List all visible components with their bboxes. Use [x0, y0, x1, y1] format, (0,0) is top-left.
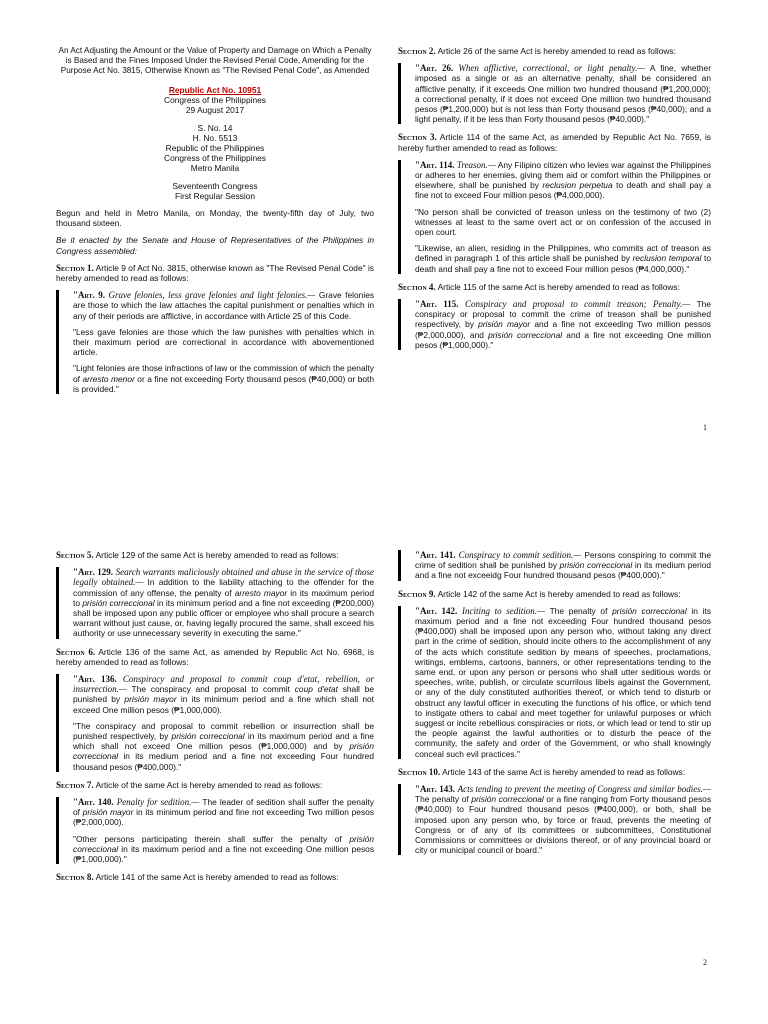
article-114-p3-italic: reclusion temporal — [632, 253, 702, 264]
article-140-p2-italic: prisión correccional — [73, 833, 374, 854]
article-115-title: Conspiracy and proposal to commit treason; Penalty.— — [464, 299, 691, 310]
section-3 — [398, 132, 711, 152]
ra-number[interactable]: Republic Act No. 10951 — [168, 85, 262, 95]
act-date: 29 August 2017 — [185, 105, 245, 116]
article-114-block — [398, 160, 711, 274]
section-7-label: Section 7. — [56, 779, 94, 790]
section-7-text: Article of the same Act is hereby amended to read as follows: — [95, 779, 323, 790]
section-5-text: Article 129 of the same Act is hereby amended to read as follows: — [95, 550, 339, 560]
article-136-block — [56, 674, 374, 772]
article-136-p2 — [73, 721, 374, 772]
article-129-italic-1: arresto mayor — [234, 587, 288, 598]
congress-line: Congress of the Philippines — [164, 95, 266, 106]
article-115-text: The conspiracy or proposal to commit the crime of treason shall be punished respectively, by — [415, 299, 711, 330]
article-136-p1 — [73, 674, 374, 715]
article-129-title: Search warrants maliciously obtained and abuse in the service of those legally obtained.— — [73, 567, 375, 588]
section-8-label: Section 8. — [56, 872, 94, 883]
section-10-label: Section 10. — [398, 766, 441, 777]
article-140-end: in its minimum period and fine not exceeding Two million pesos (₱2,000,000). — [73, 807, 374, 828]
article-136-title: Conspiracy and proposal to commit coup d'etat, rebellion, or insurrection.— — [73, 674, 375, 695]
session-line: First Regular Session — [174, 190, 256, 201]
article-142-p1 — [415, 606, 711, 759]
article-114-text: Any Filipino citizen who levies war against the Philippines or adheres to her enemies, giving them aid or comfort within the Philippines or elsewhere, shall be punished by — [415, 159, 712, 191]
article-115-mid: and a fine not exceeding Two million pessos (₱2,000,000), and — [415, 319, 711, 340]
section-4-text: Article 115 of the same Act is hereby amended to read as follows: — [437, 281, 680, 292]
congress-line-2: Congress of the Philippines — [164, 153, 266, 164]
section-3-text: Article 114 of the same Act, as amended by Republic Act No. 7659, is hereby further amended to read as follows: — [398, 132, 711, 153]
section-2-text: Article 26 of the same Act is hereby amended to read as follows: — [437, 46, 676, 56]
article-141-title: Conspiracy to commit sedition.— — [458, 550, 582, 560]
article-140-p2-end: in its maximum period and a fine not exceeding One million pesos (₱1,000,000)." — [73, 843, 375, 865]
article-129-label: "Art. 129. — [73, 567, 114, 578]
article-140-label: "Art. 140. — [73, 797, 114, 808]
article-142-label: "Art. 142. — [415, 605, 458, 616]
republic-line: Republic of the Philippines — [165, 143, 265, 154]
article-141-text: Persons conspiring to commit the crime of sedition shall be punished by — [415, 550, 712, 571]
begun-paragraph: Begun and held in Metro Manila, on Monday, the twenty-fifth day of July, two thousand sixteen. — [56, 208, 374, 229]
article-141-end: in its medium period and a fine not exceeidg Four hundred thousand pesos (₱400,000)." — [415, 560, 712, 581]
article-142-block — [398, 606, 711, 759]
article-115-italic-1: prisión mayor — [478, 319, 531, 330]
article-129-text: In addition to the liability attaching to the offender for the commission of any offense, the penalty of — [73, 577, 374, 598]
section-9-label: Section 9. — [398, 588, 436, 599]
article-129-italic-2: prisión correccional — [82, 597, 155, 608]
section-10-text: Article 143 of the same Act is hereby amended to read as follows: — [442, 766, 686, 777]
article-114-p3-end: to death and shall pay a fine not to exceed Four million pesos (₱4,000,000)." — [415, 253, 711, 274]
act-title: An Act Adjusting the Amount or the Value of Property and Damage on Which a Penalty is Based and the Fines Imposed Under the Revised Penal Code, Amending for the Purpose Act No. 3815, Otherwise Known as "The Revised Penal Code", as Amended — [58, 46, 372, 75]
act-header — [56, 85, 374, 201]
section-6-text: Article 136 of the same Act, as amended by Republic Act No. 6968, is hereby amended to read as follows: — [56, 646, 374, 667]
page-1-right-column — [398, 46, 711, 358]
article-142-italic: prisión correccional — [612, 605, 687, 616]
section-8-text: Article 141 of the same Act is hereby amended to read as follows: — [95, 872, 339, 883]
article-129-block — [56, 567, 374, 638]
article-9-p3-end: or a fine not exceeding Forty thousand pesos (₱40,000) or both is provided." — [73, 373, 375, 394]
section-1-label: Section 1. — [56, 262, 94, 273]
article-114-italic: reclusion perpetua — [542, 180, 613, 191]
article-143-title: Acts tending to prevent the meeting of Congress and similar bodies.— — [457, 784, 711, 795]
article-136-mid: shall be punished by — [73, 684, 375, 705]
article-140-p2-text: "Other persons participating therein shall suffer the penalty of — [73, 833, 342, 844]
article-142-text: The penalty of — [549, 605, 608, 616]
article-9-block — [56, 290, 374, 394]
section-8 — [56, 872, 374, 882]
article-115-end: and a fire not exceeding One million pesos (₱1,000,000)." — [415, 329, 711, 350]
article-140-p2 — [73, 834, 374, 865]
section-4-label: Section 4. — [398, 281, 436, 292]
section-4 — [398, 282, 711, 292]
article-9-p2: "Less gave felonies are those which the law punishes with penalties which in their maximum period are correctional in accordance with abovementioned article. — [73, 326, 374, 358]
page-2-left-column — [56, 550, 374, 889]
article-136-end: in its minimum period and a fine which shall not exceed One million pesos (₱1,000,000). — [73, 694, 374, 715]
article-114-title: Treason.— — [456, 159, 496, 170]
enacting-clause: Be it enacted by the Senate and House of Representatives of the Philippines in Congress assembled: — [56, 235, 374, 256]
article-143-end: or a fine ranging from Forty thousand pesos (₱40,000) to Four hundred thousand pesos (₱400,000), or both, shall be imposed upon any person who, by force or fraud, prevents the meeting of Congress or of any of its committees or subcommittees, Constitutional Commissions or committees or divisions thereof, or of any provincial board or city or municipal council or board." — [415, 794, 712, 856]
article-136-p2-italic-1: prisión correccional — [171, 731, 245, 742]
article-140-title: Penalty for sedition.— — [116, 797, 200, 808]
article-143-label: "Art. 143. — [415, 784, 456, 795]
article-129-p1 — [73, 567, 374, 638]
article-142-title: Inciting to sedition.— — [461, 605, 545, 616]
article-114-p3 — [415, 243, 711, 274]
article-115-block — [398, 299, 711, 350]
article-115-label: "Art. 115. — [415, 299, 459, 310]
section-6-label: Section 6. — [56, 646, 96, 657]
article-114-end: to death and shall pay a fine not to exceed Four million pesos (₱4,000,000). — [415, 180, 712, 201]
article-26-label: "Art. 26. — [415, 63, 454, 74]
article-141-block — [398, 550, 711, 581]
article-140-block — [56, 797, 374, 864]
article-129-end: in its minimum period and a fine not exceeding (₱200,000) shall be imposed upon any public officer or employee who shall procure a search warrant without just cause, or, having legally procured the same, shall exceed his authority or use unnecessary severity in executing the same." — [73, 597, 375, 639]
article-9-text: Grave felonies are those to which the law attaches the capital punishment or penalties which in any of their periods are afflictive, in accordance with Article 25 of this Code. — [73, 290, 375, 321]
section-1 — [56, 263, 374, 283]
section-5-label: Section 5. — [56, 550, 94, 560]
article-115-p1 — [415, 299, 711, 350]
article-136-label: "Art. 136. — [73, 674, 117, 685]
article-136-text: The conspiracy and proposal to commit — [131, 684, 290, 695]
article-26-p1 — [415, 63, 711, 124]
article-9-title: Grave felonies, less grave felonies and light felonies.— — [108, 290, 316, 301]
article-114-p1 — [415, 160, 711, 201]
section-5 — [56, 550, 374, 560]
article-136-p2-italic-2: prisión correccional — [73, 741, 374, 762]
section-1-text: Article 9 of Act No. 3815, otherwise known as "The Revised Penal Code" is hereby amended to read as follows: — [56, 262, 374, 284]
article-140-italic: prisión mayor — [82, 807, 134, 818]
section-10 — [398, 767, 711, 777]
article-143-block — [398, 784, 711, 855]
article-143-text: The penalty of — [415, 794, 469, 805]
article-136-p2-mid: in its maximum period and a fine which shall not exceed One million pesos (₱1,000,000) and by — [73, 731, 375, 752]
city-line: Metro Manila — [190, 163, 240, 174]
article-141-italic: prisión correccional — [559, 560, 633, 571]
article-143-italic: prisión correccional — [471, 794, 544, 805]
article-26-title: When afflictive, correctional, or light penalty.— — [458, 63, 646, 74]
page-1-left-column — [56, 46, 374, 402]
congress-number: Seventeenth Congress — [172, 180, 258, 191]
article-9-p1 — [73, 290, 374, 321]
section-3-label: Section 3. — [398, 132, 437, 143]
section-7 — [56, 780, 374, 790]
house-no: H. No. 5513 — [192, 132, 238, 143]
article-140-text: The leader of sedition shall suffer the penalty of — [73, 797, 374, 818]
article-129-mid: in its maximum period to — [73, 587, 374, 608]
page-2-right-column — [398, 550, 711, 863]
article-136-p2-end: in its medium period and a fine not exceeding Four hundred thousand pesos (₱400,000)." — [73, 751, 374, 772]
article-140-p1 — [73, 797, 374, 828]
article-115-italic-2: prisión correccional — [488, 329, 563, 340]
article-136-p2-text: "The conspiracy and proposal to commit rebellion or insurrection shall be punished respectively, by — [73, 720, 374, 742]
page-number-2: 2 — [703, 958, 707, 967]
section-6 — [56, 647, 374, 667]
article-9-p3-text: "Light felonies are those infractions of law or the commission of which the penalty of — [73, 363, 374, 384]
page-2 — [0, 512, 768, 1024]
article-136-italic-2: prisión mayor — [124, 694, 177, 705]
article-114-p3-text: "Likewise, an alien, residing in the Philippines, who commits act of treason as defined in paragraph 1 of this article shall be punished by — [415, 243, 711, 264]
article-9-p3-italic: arresto menor — [82, 373, 135, 384]
article-26-text: A fine, whether imposed as a single or as an alternative penalty, shall be considered an afflictive penalty, if it exceeds One million two hundred thousand (₱1,200,000); a correctional penalty, if it does not exceed One million two hundred thousand pesos (₱1,200,000) but is not less than Forty thousand pesos (₱40,000); and a light penalty, if it be less than Forty thousand pesos (₱40,000)." — [415, 63, 711, 125]
article-114-p2: "No person shall be convicted of treason unless on the testimony of two (2) witnesses at least to the same overt act or on confession of the accused in open court. — [415, 206, 711, 238]
section-9 — [398, 589, 711, 599]
article-9-label: "Art. 9. — [73, 290, 106, 301]
senate-no: S. No. 14 — [197, 122, 233, 133]
section-9-text: Article 142 of the same Act is hereby amended to read as follows: — [437, 588, 681, 599]
article-141-p1 — [415, 550, 711, 581]
section-2-label: Section 2. — [398, 46, 436, 56]
article-141-label: "Art. 141. — [415, 550, 456, 560]
article-26-block — [398, 63, 711, 124]
article-143-p1 — [415, 784, 711, 855]
article-114-label: "Art. 114. — [415, 159, 455, 170]
article-142-end: in its maximum period and a fine not exceeding Four hundred thousand pesos (₱400,000) shall be imposed upon any person who, without taking any direct part in the crime of sedition, should incite others to the accomplishment of any of the acts which constitute sedition by means of speeches, proclamations, writings, emblems, cartoons, banners, or other representations tending to the same end, or upon any person or persons who shall utter seditious words or speeches, write, publish, or circulate scurrilous libels against the Government, or any of the duly constituted authorities thereof, or which tend to disturb or obstruct any lawful officer in executing the functions of his office, or which tend to instigate others to cabal and meet together for unlawful purposes or which suggest or incite rebellious conspiracies or riots, or which lead or tend to stir up the people against the lawful authorities or to disturb the peace of the community, the safety and order of the Government, or who shall knowingly conceal such evil practices." — [415, 605, 712, 759]
article-136-italic-1: coup d'etat — [294, 684, 338, 695]
article-9-p3 — [73, 363, 374, 394]
section-2 — [398, 46, 711, 56]
page-number-1: 1 — [703, 423, 707, 432]
